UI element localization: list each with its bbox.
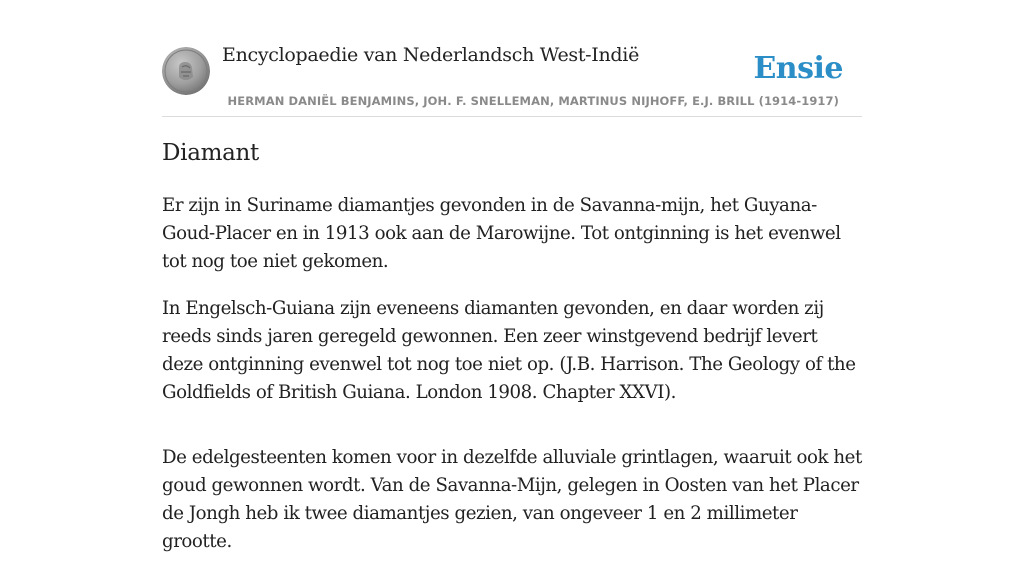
coin-icon[interactable] bbox=[162, 47, 210, 95]
header bbox=[162, 0, 862, 117]
entry-title: Diamant bbox=[162, 140, 259, 166]
brand-logo[interactable]: Ensie bbox=[753, 51, 843, 86]
entry-paragraph: In Engelsch-Guiana zijn eveneens diamanten gevonden, en daar worden zij reeds sinds jaren geregeld gewonnen. Een zeer winstgevend bedrijf levert deze ontginning evenwel tot nog toe niet op. (J.B. Harrison. The Geology of the Goldfields of British Guiana. London 1908. Chapter XXVI). bbox=[162, 298, 856, 403]
book-authors: HERMAN DANIËL BENJAMINS, JOH. F. SNELLEMAN, MARTINUS NIJHOFF, E.J. BRILL (1914-1917) bbox=[227, 94, 839, 108]
article-page bbox=[162, 0, 862, 552]
book-title[interactable]: Encyclopaedie van Nederlandsch West-Indië bbox=[222, 44, 640, 66]
entry-body bbox=[162, 192, 862, 575]
entry-paragraph: De edelgesteenten komen voor in dezelfde alluviale grintlagen, waaruit ook het goud gewonnen wordt. Van de Savanna-Mijn, gelegen in Oosten van het Placer de Jongh heb ik twee diamantjes gezien, van ongeveer 1 en 2 millimeter grootte. bbox=[162, 447, 862, 552]
entry-paragraph: Er zijn in Suriname diamantjes gevonden in de Savanna-mijn, het Guyana-Goud-Placer en in 1913 ook aan de Marowijne. Tot ontginning is het evenwel tot nog toe niet gekomen. bbox=[162, 195, 841, 272]
